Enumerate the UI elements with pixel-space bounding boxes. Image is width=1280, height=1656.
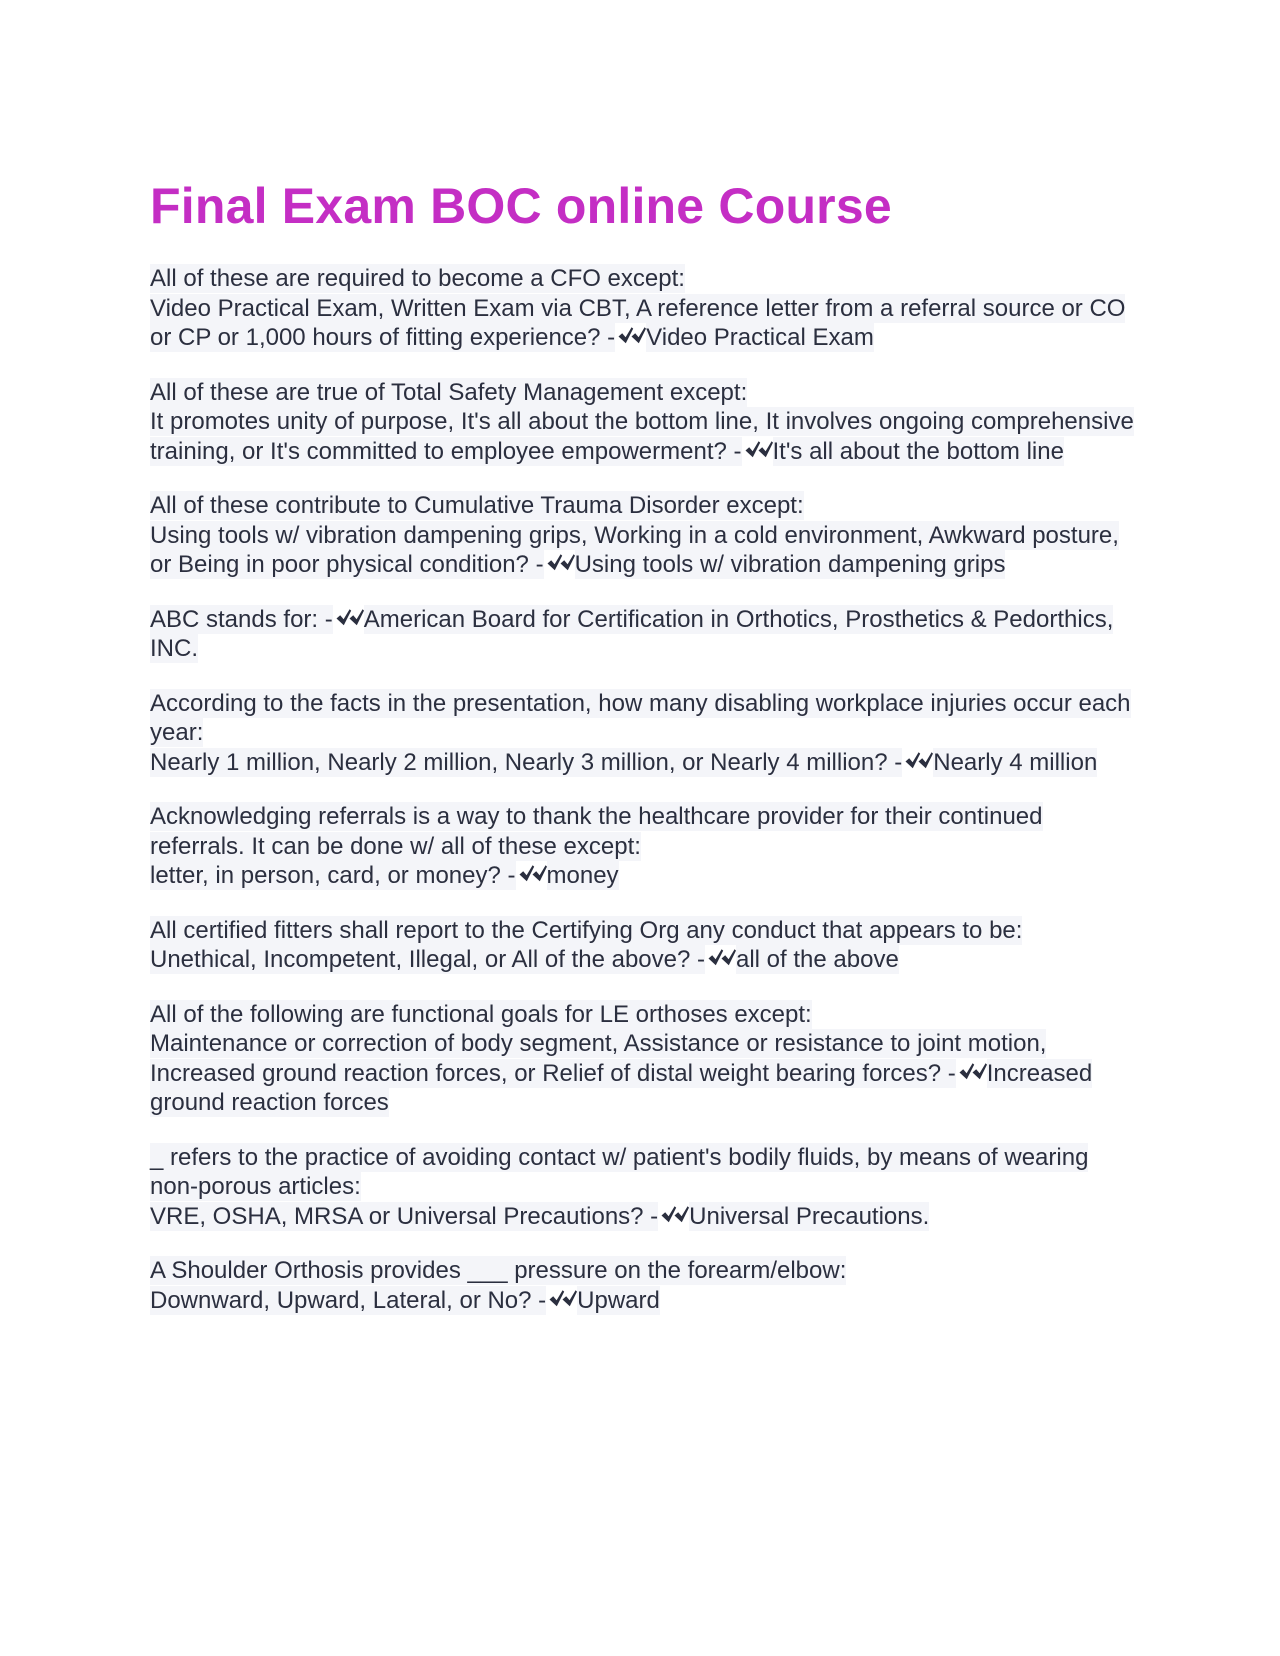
double-check-icon bbox=[518, 863, 547, 885]
question-text: All of the following are functional goals for LE orthoses except: bbox=[150, 1000, 812, 1028]
qa-item bbox=[150, 916, 1140, 975]
question-options: Using tools w/ vibration dampening grips, Working in a cold environment, Awkward posture, or Being in poor physical condition? - bbox=[150, 521, 1119, 578]
question-options: It promotes unity of purpose, It's all about the bottom line, It involves ongoing comprehensive training, or It's committed to employee empowerment? - bbox=[150, 408, 1134, 465]
answer-text: money bbox=[546, 862, 619, 889]
answer-text: American Board for Certification in Orthotics, Prosthetics & Pedorthics, INC. bbox=[150, 605, 1114, 662]
qa-item bbox=[150, 491, 1140, 580]
double-check-icon bbox=[958, 1061, 987, 1083]
qa-item bbox=[150, 802, 1140, 891]
double-check-icon bbox=[660, 1204, 689, 1226]
question-options: letter, in person, card, or money? - bbox=[150, 862, 516, 889]
double-check-icon bbox=[546, 552, 575, 574]
qa-item bbox=[150, 1143, 1140, 1232]
question-options: Nearly 1 million, Nearly 2 million, Nearly 3 million, or Nearly 4 million? - bbox=[150, 748, 903, 776]
answer-text: Upward bbox=[577, 1286, 660, 1314]
double-check-icon bbox=[744, 439, 773, 461]
double-check-icon bbox=[617, 325, 646, 347]
answer-text: Increased ground reaction forces bbox=[150, 1059, 1093, 1116]
question-text: All of these are true of Total Safety Management except: bbox=[150, 378, 748, 406]
question-options: VRE, OSHA, MRSA or Universal Precautions? - bbox=[150, 1202, 659, 1230]
question-text: Acknowledging referrals is a way to thank the healthcare provider for their continued referrals. It can be done w/ all of these except: bbox=[150, 803, 1043, 860]
qa-list bbox=[150, 264, 1140, 1315]
double-check-icon bbox=[904, 750, 933, 772]
answer-text: all of the above bbox=[736, 946, 899, 973]
question-text: A Shoulder Orthosis provides ___ pressure on the forearm/elbow: bbox=[150, 1257, 847, 1284]
double-check-icon bbox=[548, 1288, 577, 1310]
question-text: All of these contribute to Cumulative Trauma Disorder except: bbox=[150, 492, 804, 519]
answer-text: It's all about the bottom line bbox=[772, 437, 1064, 465]
qa-item bbox=[150, 605, 1140, 664]
qa-item bbox=[150, 378, 1140, 467]
question-text: According to the facts in the presentation, how many disabling workplace injuries occur each year: bbox=[150, 689, 1131, 746]
answer-text: Nearly 4 million bbox=[933, 748, 1098, 776]
answer-text: Using tools w/ vibration dampening grips bbox=[574, 551, 1006, 578]
page-title: Final Exam BOC online Course bbox=[150, 178, 892, 234]
double-check-icon bbox=[335, 607, 364, 629]
question-options: Maintenance or correction of body segment, Assistance or resistance to joint motion, Increased ground reaction forces, or Relief of distal weight bearing forces? - bbox=[150, 1030, 1047, 1087]
double-check-icon bbox=[707, 947, 736, 969]
answer-text: Universal Precautions. bbox=[689, 1202, 930, 1230]
qa-item bbox=[150, 264, 1140, 353]
question-options: Video Practical Exam, Written Exam via CBT, A reference letter from a referral source or CO or CP or 1,000 hours of fitting experience? - bbox=[150, 294, 1126, 351]
question-text: All of these are required to become a CFO except: bbox=[150, 265, 685, 292]
question-text: _ refers to the practice of avoiding contact w/ patient's bodily fluids, by means of wearing non-porous articles: bbox=[150, 1143, 1089, 1200]
qa-item bbox=[150, 1000, 1140, 1118]
question-text: All certified fitters shall report to the Certifying Org any conduct that appears to be: bbox=[150, 916, 1023, 944]
question-options: Unethical, Incompetent, Illegal, or All of the above? - bbox=[150, 946, 705, 973]
answer-text: Video Practical Exam bbox=[646, 324, 874, 351]
qa-item bbox=[150, 689, 1140, 778]
qa-item bbox=[150, 1256, 1140, 1315]
document-page bbox=[150, 176, 1140, 1340]
question-options: Downward, Upward, Lateral, or No? - bbox=[150, 1286, 547, 1314]
question-text: ABC stands for: - bbox=[150, 605, 333, 633]
